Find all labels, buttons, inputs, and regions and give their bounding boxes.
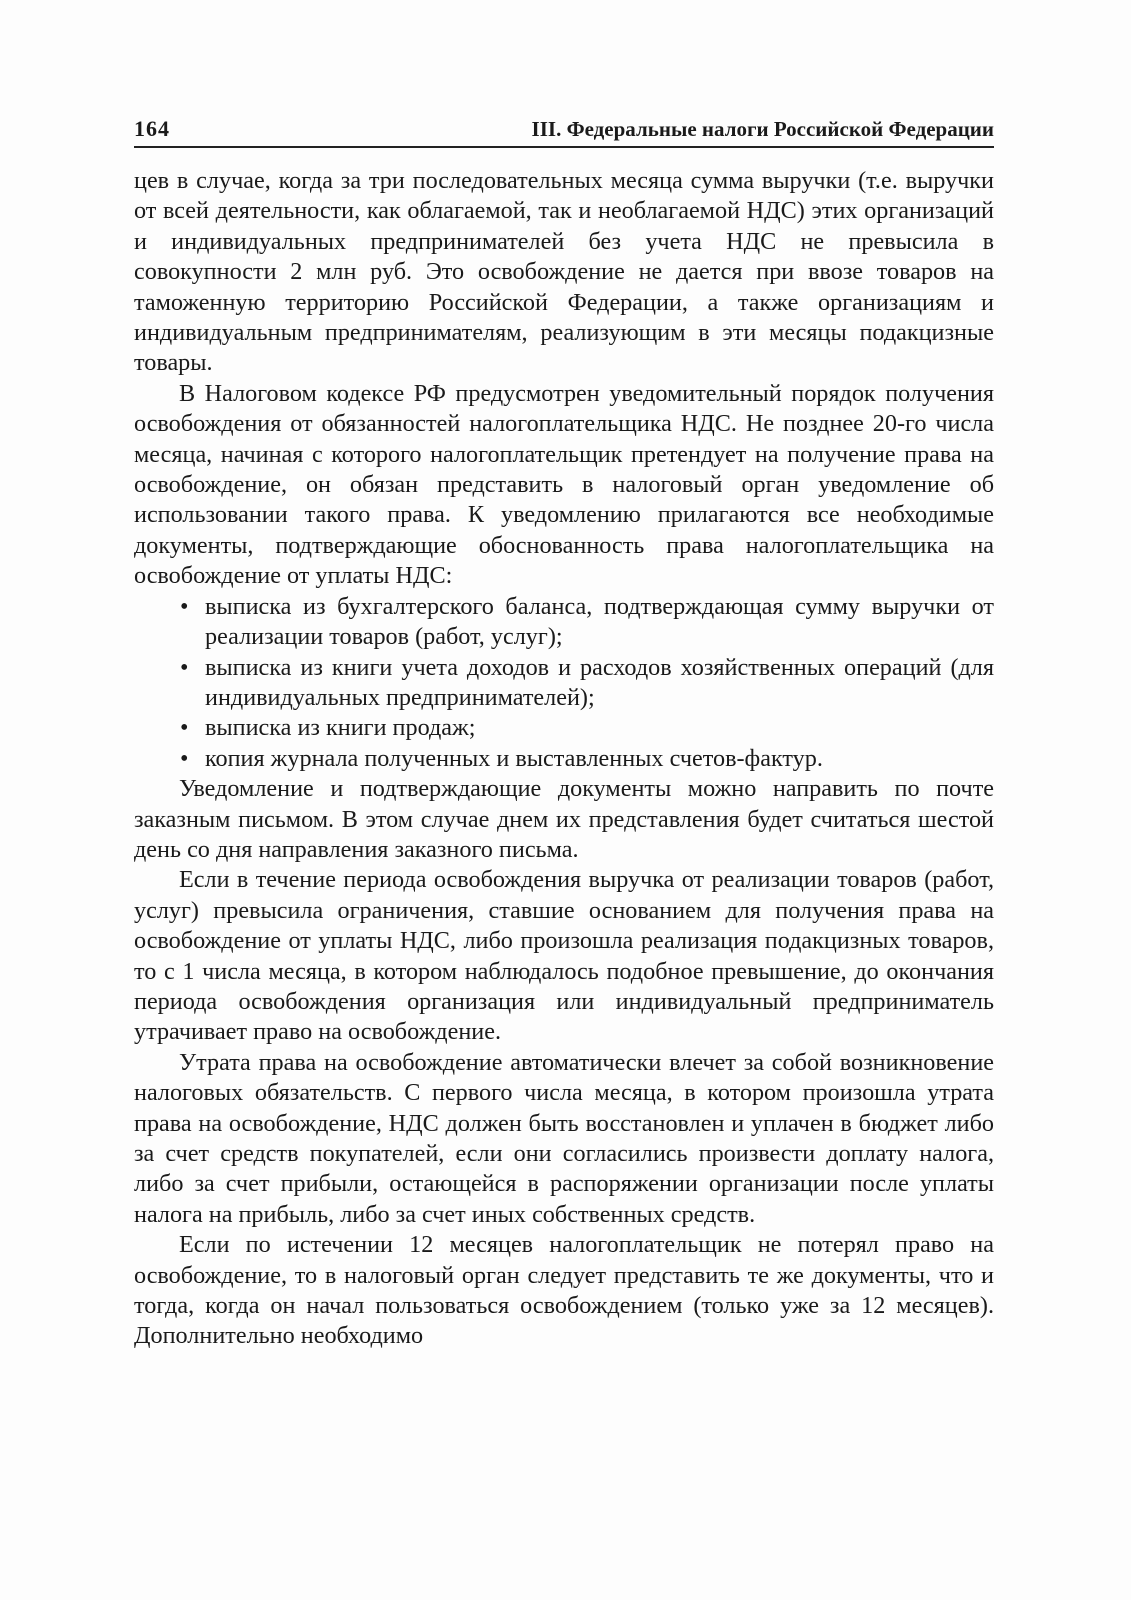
bullet-icon: •	[180, 653, 189, 681]
bullet-icon: •	[180, 592, 189, 620]
paragraph-continuation: цев в случае, когда за три последовательных месяца сумма выручки (т.е. выручки от всей деятельности, как облагаемой, так и необлагаемой НДС) этих организаций и индивидуальных предпринимателей без учета НДС не превысила в совокупности 2 млн руб. Это освобождение не дается при ввозе товаров на таможенную территорию Российской Федерации, а также организациям и индивидуальным предпринимателям, реализующим в эти месяцы подакцизные товары.	[134, 167, 994, 377]
bullet-icon: •	[180, 744, 189, 772]
paragraph-mail-submission: Уведомление и подтверждающие документы можно направить по почте заказным письмом. В этом случае днем их представления будет считаться шестой день со дня направления заказного письма.	[134, 775, 994, 863]
list-item-text: копия журнала полученных и выставленных счетов-фактур.	[205, 744, 823, 772]
bullet-icon: •	[180, 714, 189, 742]
list-item-text: выписка из книги учета доходов и расходов хозяйственных операций (для индивидуальных предпринимателей);	[205, 653, 994, 711]
paragraph-revenue-excess: Если в течение периода освобождения выручка от реализации товаров (работ, услуг) превысила ограничения, ставшие основанием для получения права на освобождение от уплаты НДС, либо произошла реализация подакцизных товаров, то с 1 числа месяца, в котором наблюдалось подобное превышение, до окончания периода освобождения организация или индивидуальный предприниматель утрачивает право на освобождение.	[134, 866, 994, 1046]
list-item	[178, 653, 994, 714]
running-title: III. Федеральные налоги Российской Федерации	[531, 117, 994, 141]
required-documents-list	[134, 592, 994, 774]
paragraph-twelve-months: Если по истечении 12 месяцев налогоплательщик не потерял право на освобождение, то в налоговый орган следует представить те же документы, что и тогда, когда он начал пользоваться освобождением (только уже за 12 месяцев). Дополнительно необходимо	[134, 1231, 994, 1350]
list-item	[178, 592, 994, 653]
page-header	[134, 110, 994, 142]
list-item	[178, 713, 994, 743]
body-text	[134, 166, 994, 1352]
list-item-text: выписка из бухгалтерского баланса, подтверждающая сумму выручки от реализации товаров (работ, услуг);	[205, 592, 994, 651]
list-item	[178, 744, 994, 774]
page-number: 164	[134, 116, 170, 141]
paragraph-notification-procedure: В Налоговом кодексе РФ предусмотрен уведомительный порядок получения освобождения от обязанностей налогоплательщика НДС. Не позднее 20-го числа месяца, начиная с которого налогоплательщик претендует на получение права на освобождение, он обязан представить в налоговый орган уведомление об использовании такого права. К уведомлению прилагаются все необходимые документы, подтверждающие обоснованность права налогоплательщика на освобождение от уплаты НДС:	[134, 379, 994, 590]
header-rule	[134, 146, 994, 148]
list-item-text: выписка из книги продаж;	[205, 714, 476, 742]
paragraph-loss-of-exemption: Утрата права на освобождение автоматически влечет за собой возникновение налоговых обязательств. С первого числа месяца, в котором произошла утрата права на освобождение, НДС должен быть восстановлен и уплачен в бюджет либо за счет средств покупателей, если они согласились произвести доплату налога, либо за счет прибыли, остающейся в распоряжении организации после уплаты налога на прибыль, либо за счет иных собственных средств.	[134, 1048, 994, 1228]
